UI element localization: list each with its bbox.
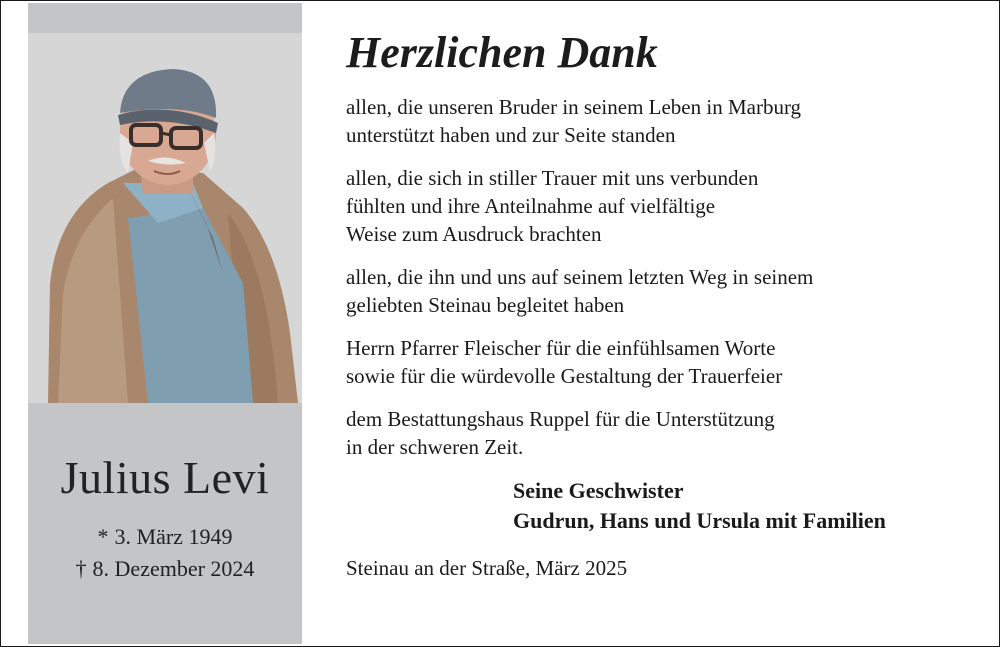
thanks-heading: Herzlichen Dank	[346, 28, 658, 77]
thanks-paragraph: Herrn Pfarrer Fleischer für die einfühlsamen Worte sowie für die würdevolle Gestaltung der Trauerfeier	[346, 336, 783, 388]
birth-date: 3. März 1949	[114, 524, 233, 549]
signature-line: Gudrun, Hans und Ursula mit Familien	[513, 508, 886, 533]
thanks-paragraph: allen, die ihn und uns auf seinem letzten Weg in seinem geliebten Steinau begleitet haben	[346, 265, 814, 317]
thanks-paragraph: allen, die sich in stiller Trauer mit uns verbunden fühlten und ihre Anteilnahme auf vielfältige Weise zum Ausdruck brachten	[346, 166, 759, 246]
thanks-paragraph: dem Bestattungshaus Ruppel für die Unterstützung in der schweren Zeit.	[346, 407, 775, 459]
place-and-date: Steinau an der Straße, März 2025	[346, 556, 628, 580]
life-dates	[28, 521, 302, 585]
birth-symbol: *	[97, 524, 109, 549]
portrait-photo	[28, 33, 302, 403]
deceased-name: Julius Levi	[60, 452, 270, 503]
birth-line	[28, 521, 302, 553]
memorial-panel	[28, 3, 302, 644]
portrait-illustration	[28, 33, 302, 403]
death-date: 8. Dezember 2024	[92, 556, 255, 581]
signature-line: Seine Geschwister	[513, 478, 684, 503]
death-line	[28, 553, 302, 585]
thanks-paragraph: allen, die unseren Bruder in seinem Leben in Marburg unterstützt haben und zur Seite standen	[346, 95, 802, 147]
death-symbol: †	[75, 556, 87, 581]
signature	[513, 476, 986, 536]
thanks-content	[346, 25, 986, 582]
